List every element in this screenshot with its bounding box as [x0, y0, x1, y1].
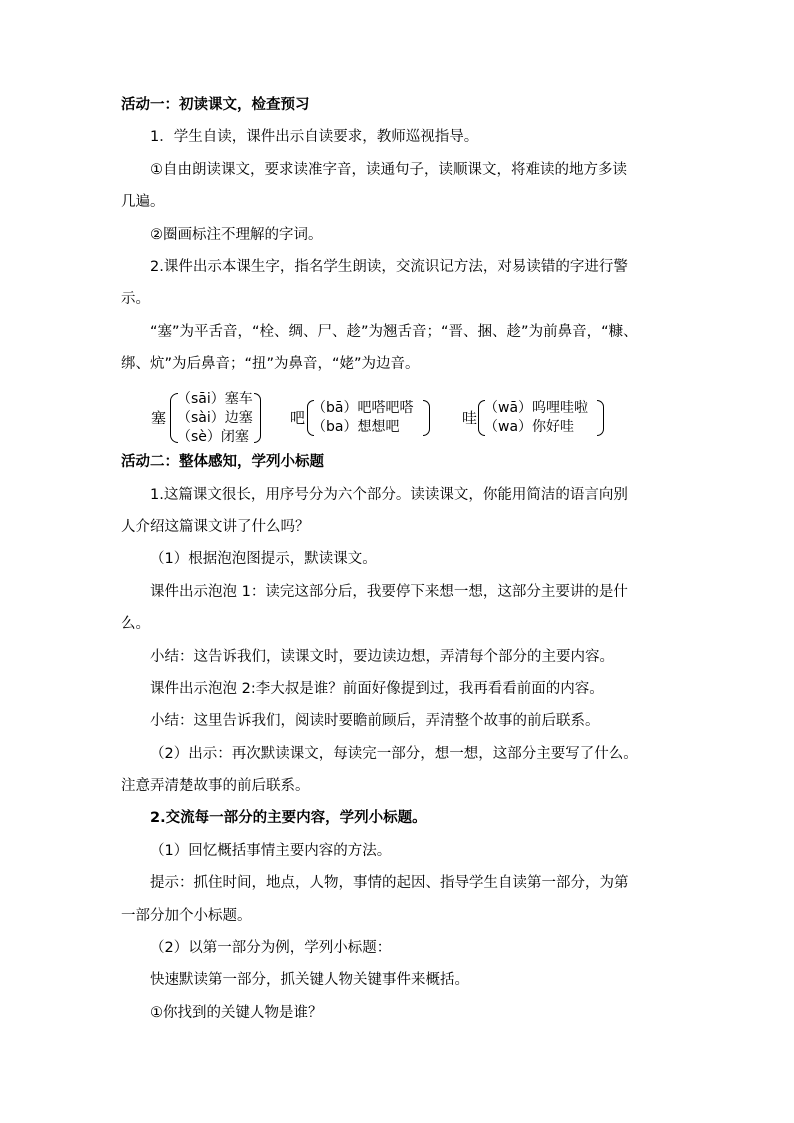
- polyphone-char: 塞: [151, 409, 167, 427]
- polyphone-char: 吧: [290, 409, 306, 427]
- paragraph-line: 2.课件出示本课生字，指名学生朗读，交流识记方法，对易读错的字进行警: [150, 259, 628, 275]
- paragraph-line: 么。: [121, 616, 150, 632]
- right-brace: [423, 400, 430, 436]
- paragraph-line: 小结：这里告诉我们，阅读时要瞻前顾后，弄清整个故事的前后联系。: [150, 713, 600, 729]
- paragraph-line: 一部分加个小标题。: [121, 908, 252, 924]
- paragraph-line: （1）回忆概括事情主要内容的方法。: [150, 843, 392, 859]
- reading: （bā）吧嗒吧嗒: [312, 400, 414, 416]
- section-heading-activity-1: 活动一：初读课文，检查预习: [121, 97, 310, 113]
- reading: （sè）闭塞: [177, 429, 249, 445]
- reading: （sài）边塞: [177, 410, 253, 426]
- paragraph-line: ①你找到的关键人物是谁？: [150, 1005, 323, 1021]
- paragraph-line: （2）以第一部分为例，学列小标题：: [150, 940, 392, 956]
- paragraph-line: ①自由朗读课文，要求读准字音，读通句子，读顺课文，将难读的地方多读: [150, 162, 627, 178]
- polyphone-char: 哇: [462, 409, 478, 427]
- right-brace: [254, 393, 261, 443]
- paragraph-line: 课件出示泡泡 2:李大叔是谁？前面好像提到过，我再看看前面的内容。: [150, 681, 604, 697]
- subheading: 2.交流每一部分的主要内容，学列小标题。: [150, 810, 427, 826]
- paragraph-line: 快速默读第一部分，抓关键人物关键事件来概括。: [150, 972, 469, 988]
- reading: （ba）想想吧: [312, 419, 400, 435]
- reading: （sāi）塞车: [177, 391, 253, 407]
- paragraph-line: 注意弄清楚故事的前后联系。: [121, 778, 310, 794]
- paragraph-line: 绑、炕”为后鼻音；“扭”为鼻音，“姥”为边音。: [121, 356, 420, 372]
- paragraph-line: 课件出示泡泡 1：读完这部分后，我要停下来想一想，这部分主要讲的是什: [150, 584, 628, 600]
- paragraph-line: 小结：这告诉我们，读课文时，要边读边想，弄清每个部分的主要内容。: [150, 649, 614, 665]
- paragraph-line: “塞”为平舌音，“栓、绸、尸、趁”为翘舌音；“晋、捆、趁”为前鼻音，“糠、: [150, 324, 638, 340]
- paragraph-line: （1）根据泡泡图提示，默读课文。: [150, 551, 377, 567]
- reading: （wa）你好哇: [484, 419, 575, 435]
- paragraph-line: ②圈画标注不理解的字词。: [150, 227, 323, 243]
- paragraph-line: 1．学生自读，课件出示自读要求，教师巡视指导。: [150, 129, 479, 145]
- paragraph-line: 1.这篇课文很长，用序号分为六个部分。读读课文，你能用简洁的语言向别: [150, 487, 628, 503]
- section-heading-activity-2: 活动二：整体感知，学列小标题: [121, 454, 324, 470]
- paragraph-line: 提示：抓住时间，地点，人物，事情的起因、指导学生自读第一部分，为第: [150, 875, 629, 891]
- paragraph-line: 示。: [121, 291, 150, 307]
- paragraph-line: （2）出示：再次默读课文，每读完一部分，想一想，这部分主要写了什么。: [150, 746, 638, 762]
- right-brace: [597, 400, 604, 436]
- reading: （wā）呜哩哇啦: [484, 400, 589, 416]
- paragraph-line: 人介绍这篇课文讲了什么吗？: [121, 519, 310, 535]
- paragraph-line: 几遍。: [121, 194, 165, 210]
